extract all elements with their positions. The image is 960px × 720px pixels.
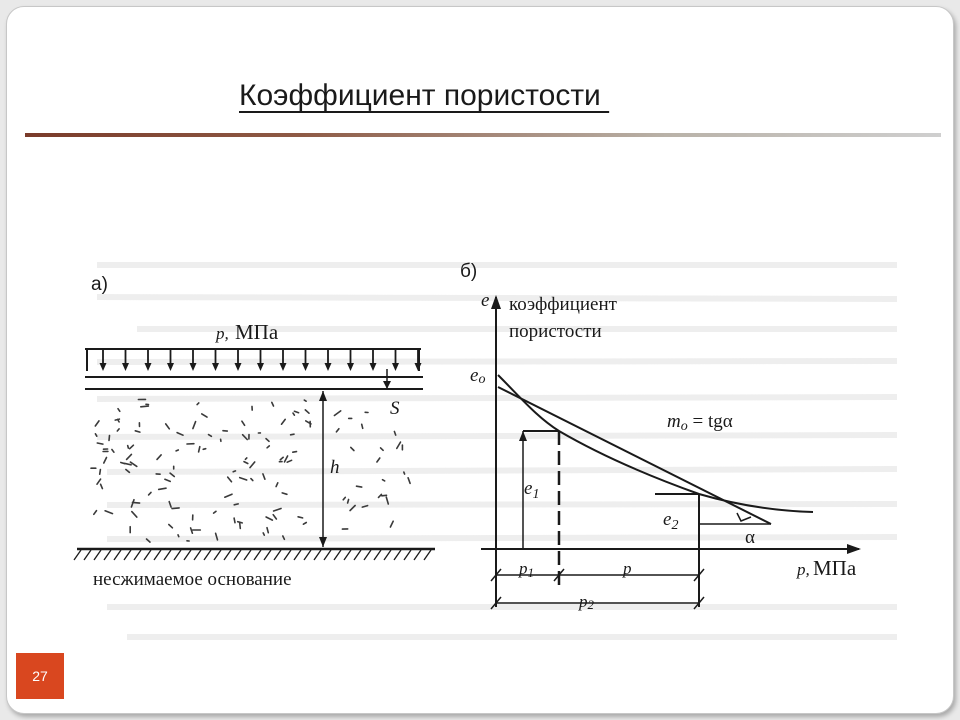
soil-particle (343, 497, 345, 499)
soil-particle (149, 492, 151, 495)
soil-particle (293, 413, 294, 415)
hatch-line (364, 550, 371, 560)
soil-particle (118, 409, 120, 412)
hatch-line (394, 550, 401, 560)
load-arrowhead (325, 363, 332, 371)
soil-particle (282, 493, 287, 494)
soil-particle (95, 421, 99, 426)
soil-particle (109, 436, 110, 441)
hatch-line (74, 550, 81, 560)
soil-particle (404, 472, 405, 474)
soil-particle (351, 447, 354, 450)
load-label-unit: МПа (235, 320, 279, 344)
soil-particle (234, 504, 238, 505)
load-arrowhead (347, 363, 354, 371)
hatch-line (284, 550, 291, 560)
load-arrowhead (190, 363, 197, 371)
soil-particle (214, 511, 216, 513)
load-arrowhead (212, 363, 219, 371)
soil-particle (128, 446, 129, 449)
soil-particle (234, 518, 235, 523)
soil-particle (291, 434, 294, 435)
soil-particle (233, 471, 235, 472)
hatch-line (164, 550, 171, 560)
soil-particle (348, 500, 349, 504)
hatch-line (174, 550, 181, 560)
soil-particle (245, 458, 246, 459)
load-arrowhead (302, 363, 309, 371)
soil-particle (127, 454, 132, 459)
soil-particle (202, 414, 207, 417)
formula: mo = tgα (667, 411, 733, 434)
hatch-line (324, 550, 331, 560)
load-arrowhead (167, 363, 174, 371)
soil-particle (157, 455, 161, 460)
soil-particle (135, 431, 140, 432)
x-axis-arrow (847, 544, 861, 554)
soil-particle (178, 535, 179, 537)
soil-particle (94, 511, 97, 515)
soil-particle (305, 410, 309, 413)
soil-particle (298, 517, 303, 518)
hatch-line (414, 550, 421, 560)
soil-particle (159, 488, 166, 489)
hatch-line (144, 550, 151, 560)
p1-label: p1 (519, 559, 534, 580)
soil-particle (193, 422, 196, 429)
soil-particle (293, 452, 297, 453)
base-hatching (74, 550, 431, 560)
soil-particle (251, 479, 253, 481)
alpha-label: α (745, 527, 755, 548)
soil-particle (285, 456, 288, 462)
diagram-a (74, 274, 435, 590)
soil-particle (112, 450, 114, 453)
settlement-arrow (383, 381, 391, 389)
soil-particle (282, 419, 286, 424)
height-label: h (330, 457, 340, 478)
soil-particle (97, 479, 101, 484)
load-arrowhead (257, 363, 264, 371)
soil-particle (101, 484, 103, 488)
settlement-label: S (390, 398, 400, 419)
compression-diagram (7, 7, 953, 713)
soil-particle (105, 511, 112, 514)
soil-particle (176, 450, 178, 451)
load-arrowheads (100, 349, 422, 371)
soil-particle (117, 429, 119, 431)
hatch-line (234, 550, 241, 560)
soil-particle (408, 478, 410, 484)
soil-particle (166, 424, 170, 429)
soil-particle (225, 494, 232, 497)
soil-particle (97, 443, 103, 444)
hatch-line (154, 550, 161, 560)
soil-particle (228, 477, 232, 482)
hatch-line (84, 550, 91, 560)
hatch-line (354, 550, 361, 560)
hatch-line (184, 550, 191, 560)
soil-particle (244, 462, 248, 464)
y-axis-caption-line1: коэффициент (509, 294, 617, 315)
p-label: p (623, 559, 632, 578)
alpha-arc (737, 513, 751, 521)
p2-label: p2 (579, 592, 594, 612)
soil-particle (104, 458, 107, 464)
soil-particle (203, 449, 206, 450)
hatch-line (424, 550, 431, 560)
soil-particle (377, 458, 380, 462)
soil-particle (199, 447, 200, 452)
load-arrowhead (122, 363, 129, 371)
soil-particle (362, 424, 363, 428)
page-number-badge: 27 (16, 653, 64, 699)
soil-particle (274, 509, 281, 512)
soil-particle (242, 421, 245, 425)
soil-particle (397, 442, 401, 448)
soil-particle (390, 521, 393, 527)
load-arrowhead (100, 363, 107, 371)
soil-particle (172, 508, 179, 509)
soil-particle (238, 522, 243, 523)
hatch-line (244, 550, 251, 560)
hatch-line (114, 550, 121, 560)
soil-particle (197, 403, 199, 405)
hatch-line (264, 550, 271, 560)
diagram-b-label: б) (460, 261, 478, 282)
hatch-line (374, 550, 381, 560)
soil-particle (95, 434, 96, 436)
soil-particle (336, 429, 339, 432)
soil-particle (276, 483, 278, 487)
hatch-line (404, 550, 411, 560)
slide (6, 6, 954, 714)
y-axis-caption-line2: пористости (509, 321, 602, 342)
hatch-line (304, 550, 311, 560)
hatch-line (334, 550, 341, 560)
soil-particle (273, 515, 276, 519)
hatch-line (384, 550, 391, 560)
soil-particle (240, 523, 241, 529)
soil-particle (294, 411, 298, 412)
soil-particle (304, 400, 306, 401)
hatch-line (254, 550, 261, 560)
load-arrowhead (370, 363, 377, 371)
hatch-line (124, 550, 131, 560)
soil-particle (263, 533, 264, 535)
hatch-line (194, 550, 201, 560)
soil-particle (357, 486, 362, 487)
soil-particle (141, 406, 149, 407)
hatch-line (314, 550, 321, 560)
hatch-line (104, 550, 111, 560)
soil-particle (250, 462, 255, 468)
x-axis-p: p, (797, 560, 810, 579)
soil-particle (263, 474, 265, 479)
soil-particle (121, 463, 125, 464)
soil-particle (303, 523, 306, 525)
e2-label: $e_2$ (663, 509, 679, 533)
soil-particle (266, 517, 272, 520)
load-arrowhead (235, 363, 242, 371)
load-arrowhead (415, 363, 422, 371)
soil-particle (272, 402, 274, 406)
hatch-line (204, 550, 211, 560)
soil-particle (382, 495, 387, 496)
diagram-a-label: а) (91, 274, 108, 295)
slide-title: Коэффициент пористости (239, 79, 610, 112)
e1-label: $e_1$ (524, 478, 540, 502)
soil-particle (100, 470, 101, 475)
soil-particle (287, 460, 291, 462)
hatch-line (134, 550, 141, 560)
soil-particle (334, 411, 340, 416)
load-arrowhead (145, 363, 152, 371)
hatch-line (224, 550, 231, 560)
load-arrowhead (392, 363, 399, 371)
soil-particle (381, 448, 384, 450)
hatch-line (274, 550, 281, 560)
soil-particle (130, 445, 134, 449)
x-axis-unit: МПа (813, 556, 857, 580)
soil-particle (165, 479, 170, 481)
soil-particle (267, 446, 269, 448)
soil-particle (267, 528, 268, 533)
hatch-line (344, 550, 351, 560)
hatch-line (94, 550, 101, 560)
e0-label: eo (470, 365, 486, 387)
soil-particle (280, 457, 283, 459)
soil-particle (132, 512, 137, 517)
y-axis-symbol: e (481, 290, 490, 311)
hatch-line (294, 550, 301, 560)
soil-particle (379, 494, 382, 497)
soil-particle (383, 480, 385, 481)
soil-particle (240, 478, 247, 480)
base-label: несжимаемое основание (93, 569, 292, 590)
hatch-line (214, 550, 221, 560)
load-label-p: p, (216, 324, 229, 343)
load-arrowhead (280, 363, 287, 371)
soil-particle (169, 525, 173, 528)
